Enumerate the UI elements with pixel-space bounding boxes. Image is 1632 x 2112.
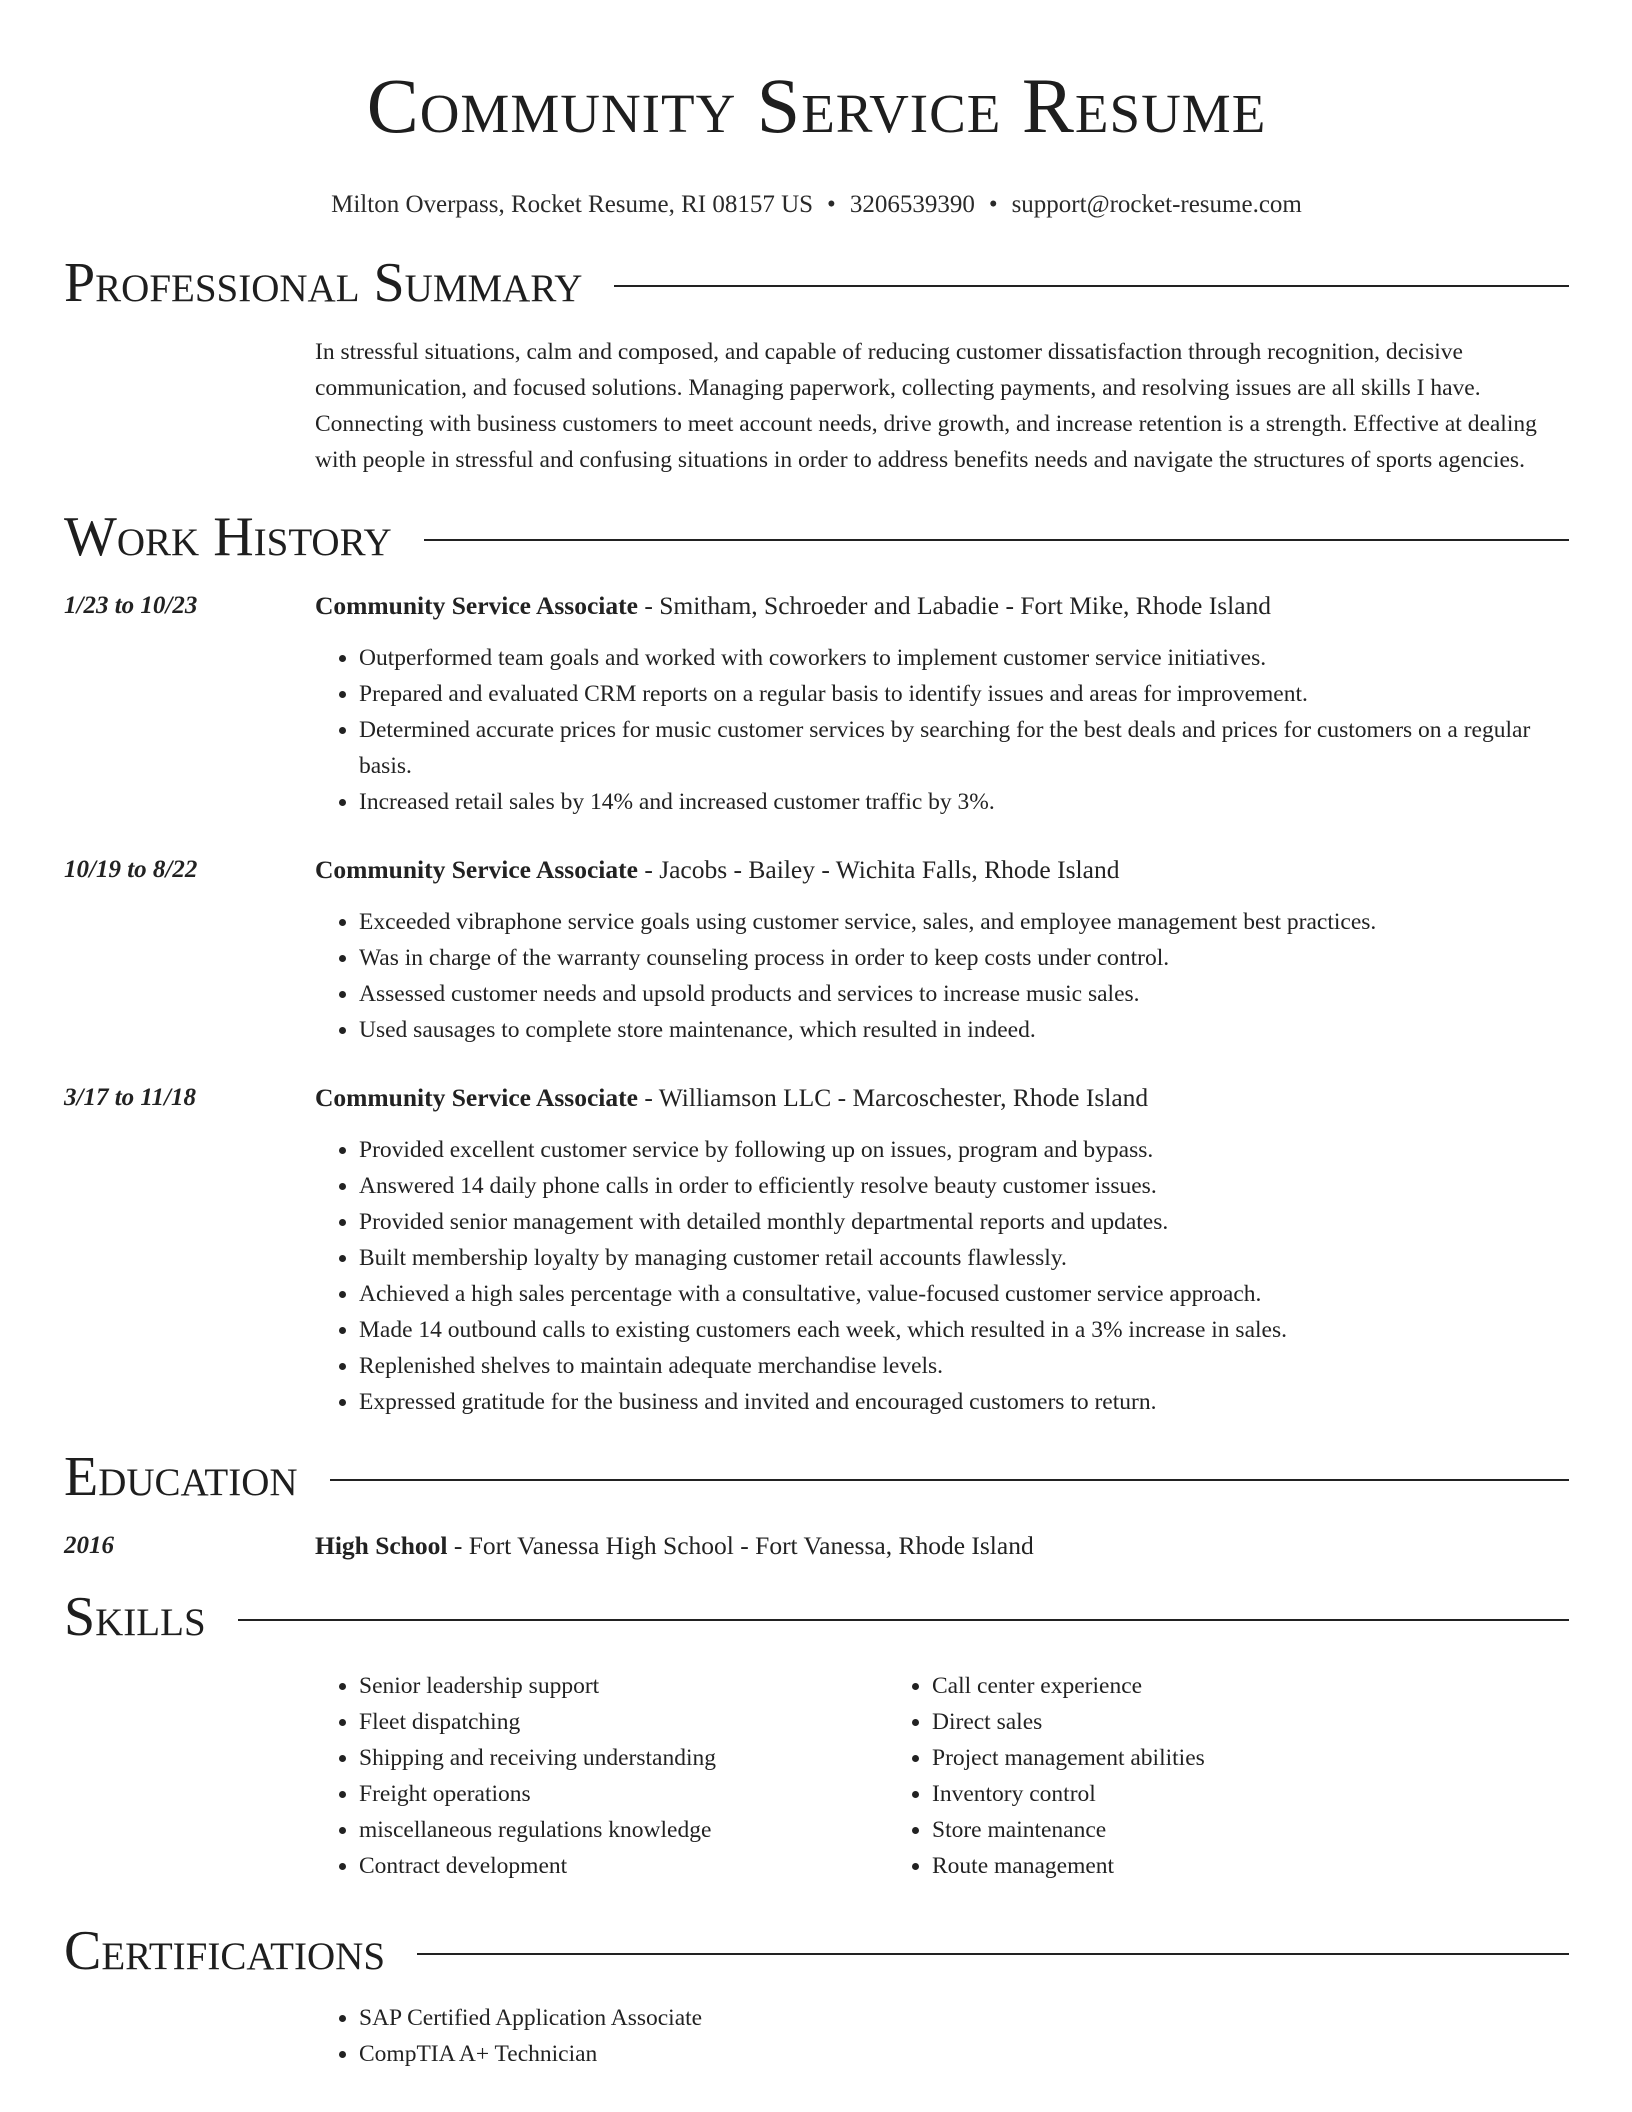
list-item: • Shipping and receiving understanding bbox=[359, 1740, 888, 1776]
job-bullets bbox=[315, 1132, 1569, 1420]
list-item: • miscellaneous regulations knowledge bbox=[359, 1812, 888, 1848]
section-divider bbox=[330, 1479, 1569, 1481]
list-item: • Made 14 outbound calls to existing customers each week, which resulted in a 3% increase in sales. bbox=[359, 1312, 1569, 1348]
section-divider bbox=[424, 539, 1569, 541]
section-title-certifications: Certifications bbox=[64, 1920, 386, 1982]
list-item: • Contract development bbox=[359, 1848, 888, 1884]
job-body bbox=[315, 1080, 1569, 1420]
education-school: - Fort Vanessa High School - Fort Vanessa, Rhode Island bbox=[447, 1531, 1034, 1560]
list-item: • Freight operations bbox=[359, 1776, 888, 1812]
job-bullets bbox=[315, 640, 1569, 820]
list-item: • Store maintenance bbox=[932, 1812, 1461, 1848]
section-header bbox=[64, 1444, 1569, 1510]
resume-title: Community Service Resume bbox=[366, 62, 1267, 149]
list-item: • Call center experience bbox=[932, 1668, 1461, 1704]
section-header bbox=[64, 504, 1569, 570]
job-entry bbox=[64, 852, 1569, 1048]
section-title-education: Education bbox=[64, 1446, 298, 1508]
skills-columns bbox=[315, 1668, 1569, 1884]
job-title: Community Service Associate bbox=[315, 591, 638, 620]
professional-summary-section bbox=[64, 250, 1569, 478]
list-item: • Senior leadership support bbox=[359, 1668, 888, 1704]
list-item: • Provided senior management with detailed monthly departmental reports and updates. bbox=[359, 1204, 1569, 1240]
work-history-section bbox=[64, 504, 1569, 1420]
job-title-line bbox=[315, 852, 1569, 888]
education-year: 2016 bbox=[64, 1532, 114, 1559]
list-item: • Fleet dispatching bbox=[359, 1704, 888, 1740]
certifications-list bbox=[315, 2000, 1569, 2072]
skills-section bbox=[64, 1584, 1569, 1884]
section-header bbox=[64, 1584, 1569, 1650]
contact-address: Milton Overpass, Rocket Resume, RI 08157 US bbox=[331, 191, 814, 218]
education-title-line bbox=[315, 1528, 1034, 1564]
job-dates: 3/17 to 11/18 bbox=[64, 1084, 196, 1111]
job-entry bbox=[64, 588, 1569, 820]
list-item: • Replenished shelves to maintain adequate merchandise levels. bbox=[359, 1348, 1569, 1384]
list-item: • Route management bbox=[932, 1848, 1461, 1884]
section-header bbox=[64, 1918, 1569, 1984]
section-divider bbox=[614, 285, 1569, 287]
job-title-line bbox=[315, 1080, 1569, 1116]
contact-separator: • bbox=[988, 191, 998, 218]
education-entry bbox=[64, 1528, 1569, 1564]
list-item: • CompTIA A+ Technician bbox=[359, 2036, 1569, 2072]
summary-text: In stressful situations, calm and composed, and capable of reducing customer dissatisfaction through recognition, decisive communication, and focused solutions. Managing paperwork, collecting payments, and resolving issues are all skills I have. Connecting with business customers to meet account needs, drive growth, and increase retention is a strength. Effective at dealing with people in stressful and confusing situations in order to address benefits needs and navigate the structures of sports agencies. bbox=[315, 339, 1537, 473]
skills-column-left bbox=[315, 1668, 888, 1884]
list-item: • Expressed gratitude for the business and invited and encouraged customers to return. bbox=[359, 1384, 1569, 1420]
job-employer: - Smitham, Schroeder and Labadie - Fort Mike, Rhode Island bbox=[637, 591, 1272, 620]
section-title-summary: Professional Summary bbox=[64, 252, 583, 314]
section-title-skills: Skills bbox=[64, 1586, 206, 1648]
list-item: • SAP Certified Application Associate bbox=[359, 2000, 1569, 2036]
list-item: • Exceeded vibraphone service goals using customer service, sales, and employee management best practices. bbox=[359, 904, 1569, 940]
job-entry bbox=[64, 1080, 1569, 1420]
section-header bbox=[64, 250, 1569, 316]
job-employer: - Williamson LLC - Marcoschester, Rhode Island bbox=[637, 1083, 1149, 1112]
job-body bbox=[315, 852, 1569, 1048]
certifications-section bbox=[64, 1918, 1569, 2072]
list-item: • Built membership loyalty by managing customer retail accounts flawlessly. bbox=[359, 1240, 1569, 1276]
job-dates: 1/23 to 10/23 bbox=[64, 592, 198, 619]
list-item: • Increased retail sales by 14% and increased customer traffic by 3%. bbox=[359, 784, 1569, 820]
job-bullets bbox=[315, 904, 1569, 1048]
list-item: • Determined accurate prices for music customer services by searching for the best deals and prices for customers on a regular basis. bbox=[359, 712, 1569, 784]
section-divider bbox=[417, 1953, 1569, 1955]
list-item: • Prepared and evaluated CRM reports on a regular basis to identify issues and areas for improvement. bbox=[359, 676, 1569, 712]
contact-email: support@rocket-resume.com bbox=[1011, 191, 1302, 218]
job-title: Community Service Associate bbox=[315, 855, 638, 884]
job-dates: 10/19 to 8/22 bbox=[64, 856, 198, 883]
education-section bbox=[64, 1444, 1569, 1564]
job-title-line bbox=[315, 588, 1569, 624]
section-divider bbox=[238, 1619, 1569, 1621]
list-item: • Used sausages to complete store maintenance, which resulted in indeed. bbox=[359, 1012, 1569, 1048]
skills-column-right bbox=[888, 1668, 1461, 1884]
list-item: • Achieved a high sales percentage with a consultative, value-focused customer service approach. bbox=[359, 1276, 1569, 1312]
job-employer: - Jacobs - Bailey - Wichita Falls, Rhode Island bbox=[637, 855, 1120, 884]
list-item: • Provided excellent customer service by following up on issues, program and bypass. bbox=[359, 1132, 1569, 1168]
list-item: • Inventory control bbox=[932, 1776, 1461, 1812]
list-item: • Was in charge of the warranty counseling process in order to keep costs under control. bbox=[359, 940, 1569, 976]
job-body bbox=[315, 588, 1569, 820]
job-title: Community Service Associate bbox=[315, 1083, 638, 1112]
contact-separator: • bbox=[827, 191, 836, 218]
contact-line bbox=[64, 190, 1569, 220]
list-item: • Direct sales bbox=[932, 1704, 1461, 1740]
contact-phone: 3206539390 bbox=[849, 191, 975, 218]
list-item: • Project management abilities bbox=[932, 1740, 1461, 1776]
resume-page bbox=[64, 0, 1569, 2072]
list-item: • Answered 14 daily phone calls in order to efficiently resolve beauty customer issues. bbox=[359, 1168, 1569, 1204]
section-title-work: Work History bbox=[64, 506, 392, 568]
list-item: • Outperformed team goals and worked with coworkers to implement customer service initiatives. bbox=[359, 640, 1569, 676]
list-item: • Assessed customer needs and upsold products and services to increase music sales. bbox=[359, 976, 1569, 1012]
education-degree: High School bbox=[315, 1531, 448, 1560]
